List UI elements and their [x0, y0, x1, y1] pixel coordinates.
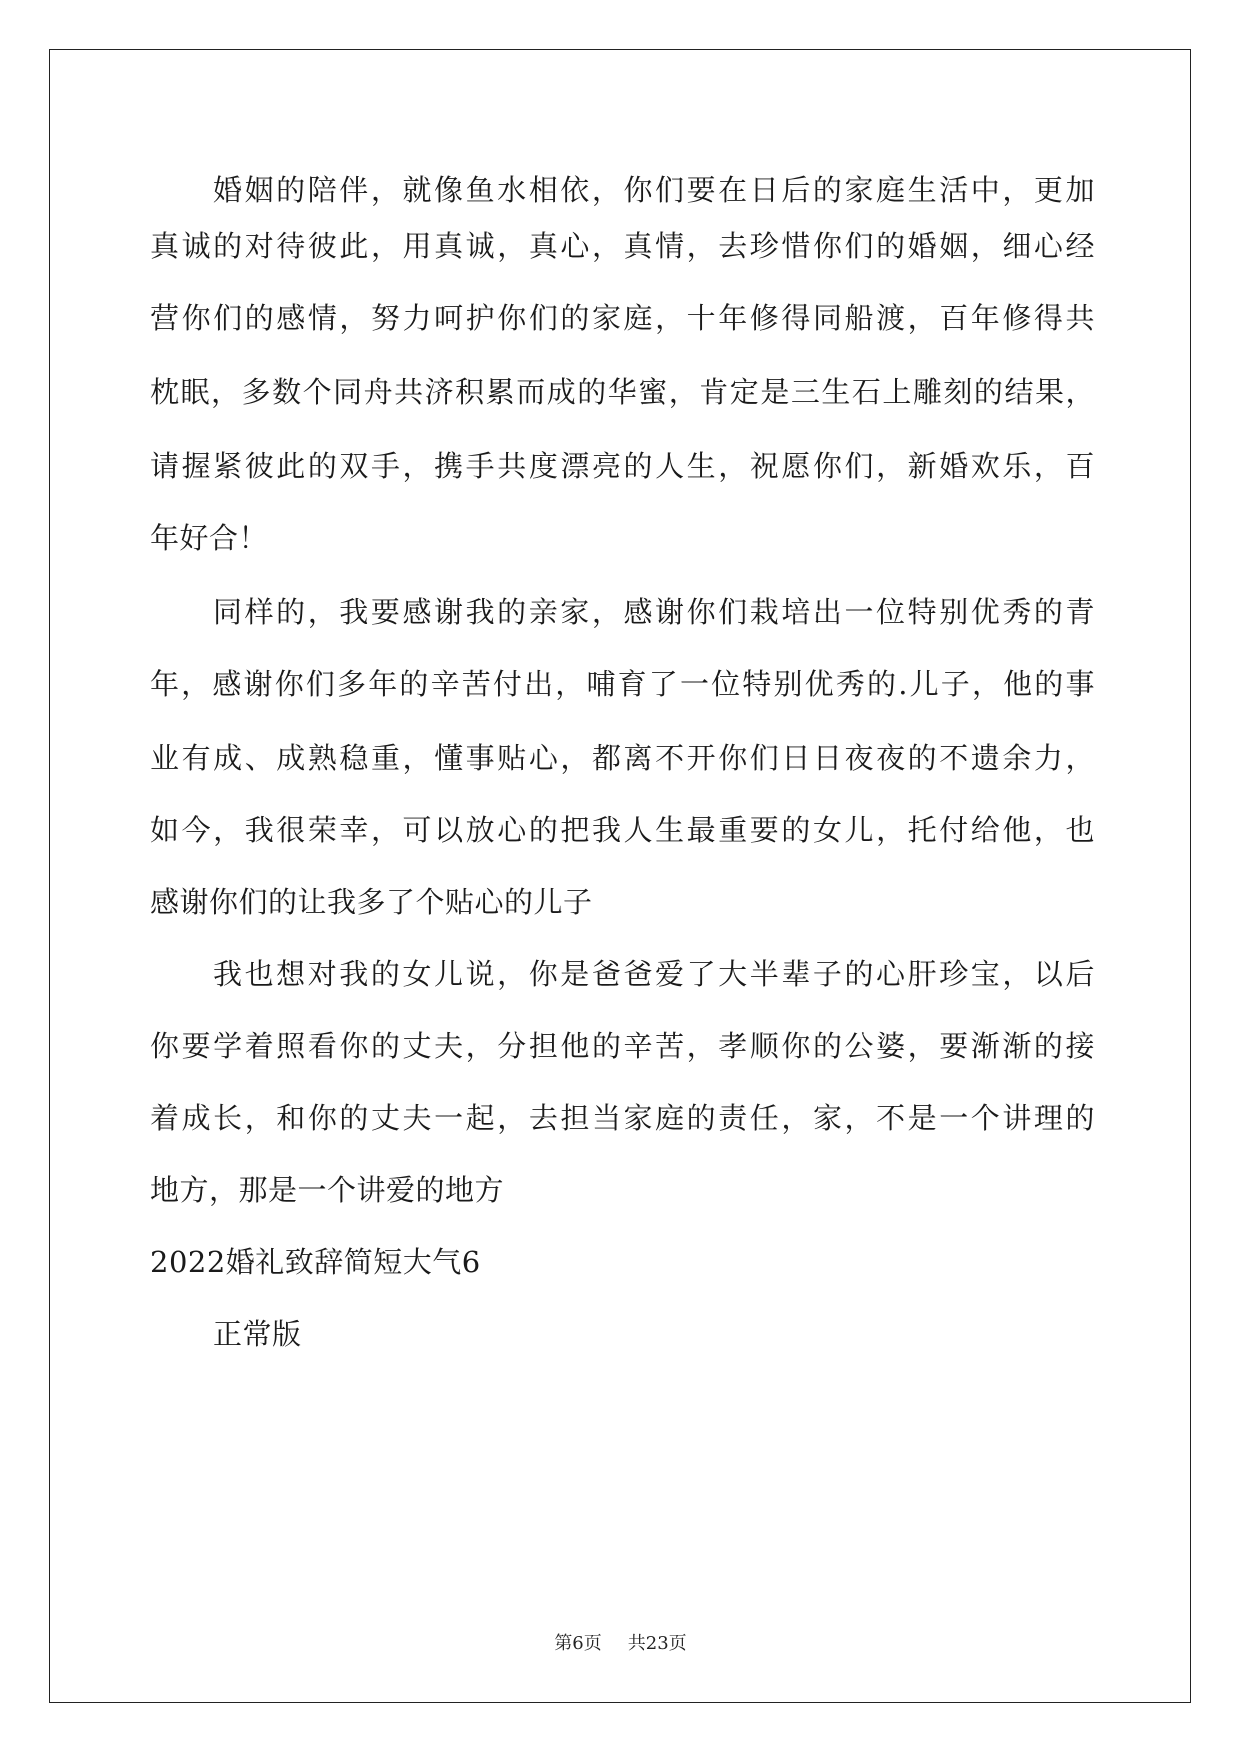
page-number-total: 共23页	[627, 1633, 687, 1654]
text-line: 我也想对我的女儿说，你是爸爸爱了大半辈子的心肝珍宝，以后	[213, 957, 1095, 991]
text-line: 真诚的对待彼此，用真诚，真心，真情，去珍惜你们的婚姻，细心经	[150, 229, 1095, 263]
text-line: 同样的，我要感谢我的亲家，感谢你们栽培出一位特别优秀的青	[213, 595, 1095, 629]
text-line: 枕眠，多数个同舟共济积累而成的华蜜，肯定是三生石上雕刻的结果，	[150, 375, 1095, 409]
text-line: 感谢你们的让我多了个贴心的儿子	[150, 885, 593, 919]
text-line: 年好合！	[150, 521, 269, 555]
text-line: 着成长，和你的丈夫一起，去担当家庭的责任，家，不是一个讲理的	[150, 1101, 1095, 1135]
text-line: 营你们的感情，努力呵护你们的家庭，十年修得同船渡，百年修得共	[150, 301, 1095, 335]
page-footer	[0, 1632, 1241, 1656]
text-line: 地方，那是一个讲爱的地方	[150, 1173, 505, 1207]
text-line: 年，感谢你们多年的辛苦付出，哺育了一位特别优秀的.儿子，他的事	[150, 667, 1095, 701]
text-line: 你要学着照看你的丈夫，分担他的辛苦，孝顺你的公婆，要渐渐的接	[150, 1029, 1095, 1063]
text-line: 业有成、成熟稳重，懂事贴心，都离不开你们日日夜夜的不遗余力，	[150, 741, 1095, 775]
section-subheading: 正常版	[213, 1317, 302, 1351]
text-line: 如今，我很荣幸，可以放心的把我人生最重要的女儿，托付给他，也	[150, 813, 1095, 847]
page-number-current: 第6页	[554, 1633, 602, 1654]
text-line: 婚姻的陪伴，就像鱼水相依，你们要在日后的家庭生活中，更加	[213, 173, 1095, 207]
section-heading: 2022婚礼致辞简短大气6	[150, 1245, 481, 1279]
text-line: 请握紧彼此的双手，携手共度漂亮的人生，祝愿你们，新婚欢乐，百	[150, 449, 1095, 483]
